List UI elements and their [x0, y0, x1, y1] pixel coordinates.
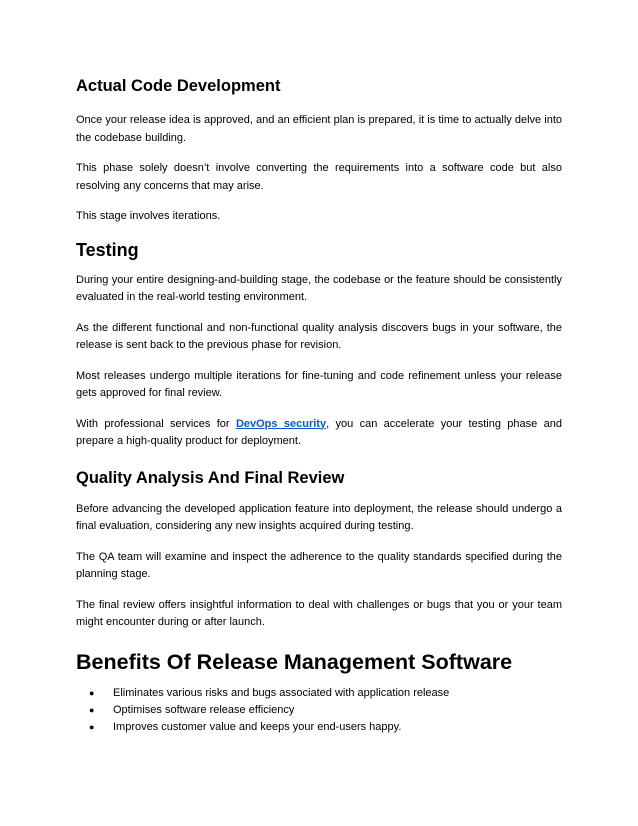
list-item-text: Eliminates various risks and bugs associated with application release: [113, 686, 450, 699]
heading-testing: Testing: [76, 239, 139, 260]
paragraph: This stage involves iterations.: [76, 210, 221, 222]
list-item: [89, 719, 562, 736]
bullet-icon: ●: [89, 721, 95, 732]
paragraph: The QA team will examine and inspect the adherence to the quality standards specified during the planning stage.: [76, 550, 562, 580]
paragraph: Once your release idea is approved, and an efficient plan is prepared, it is time to actually delve into the codebase building.: [76, 114, 562, 144]
bullet-icon: ●: [89, 704, 95, 715]
heading-quality-analysis: Quality Analysis And Final Review: [76, 468, 345, 487]
paragraph-text: , you can accelerate your testing phase and prepare a high-quality product for deployment.: [76, 417, 562, 447]
paragraph: This phase solely doesn’t involve converting the requirements into a software code but also resolving any concerns that may arise.: [76, 162, 562, 192]
list-item: [89, 702, 562, 719]
list-item-text: Optimises software release efficiency: [113, 703, 295, 716]
devops-security-link[interactable]: DevOps security: [235, 417, 327, 430]
heading-benefits: Benefits Of Release Management Software: [76, 649, 513, 674]
list-item: [89, 685, 562, 702]
paragraph: Most releases undergo multiple iterations for fine-tuning and code refinement unless your release gets approved for final review.: [76, 369, 562, 399]
paragraph-text: With professional services for: [76, 417, 236, 430]
paragraph-devops: [76, 416, 562, 451]
benefits-list: [76, 685, 562, 736]
list-item-text: Improves customer value and keeps your end-users happy.: [113, 720, 402, 733]
paragraph: Before advancing the developed application feature into deployment, the release should undergo a final evaluation, considering any new insights acquired during testing.: [76, 502, 562, 532]
paragraph: During your entire designing-and-building stage, the codebase or the feature should be consistently evaluated in the real-world testing environment.: [76, 273, 562, 303]
paragraph: The final review offers insightful information to deal with challenges or bugs that you or your team might encounter during or after launch.: [76, 598, 562, 628]
bullet-icon: ●: [89, 687, 95, 698]
heading-actual-code-development: Actual Code Development: [76, 77, 281, 95]
paragraph: As the different functional and non-functional quality analysis discovers bugs in your software, the release is sent back to the previous phase for revision.: [76, 321, 562, 351]
